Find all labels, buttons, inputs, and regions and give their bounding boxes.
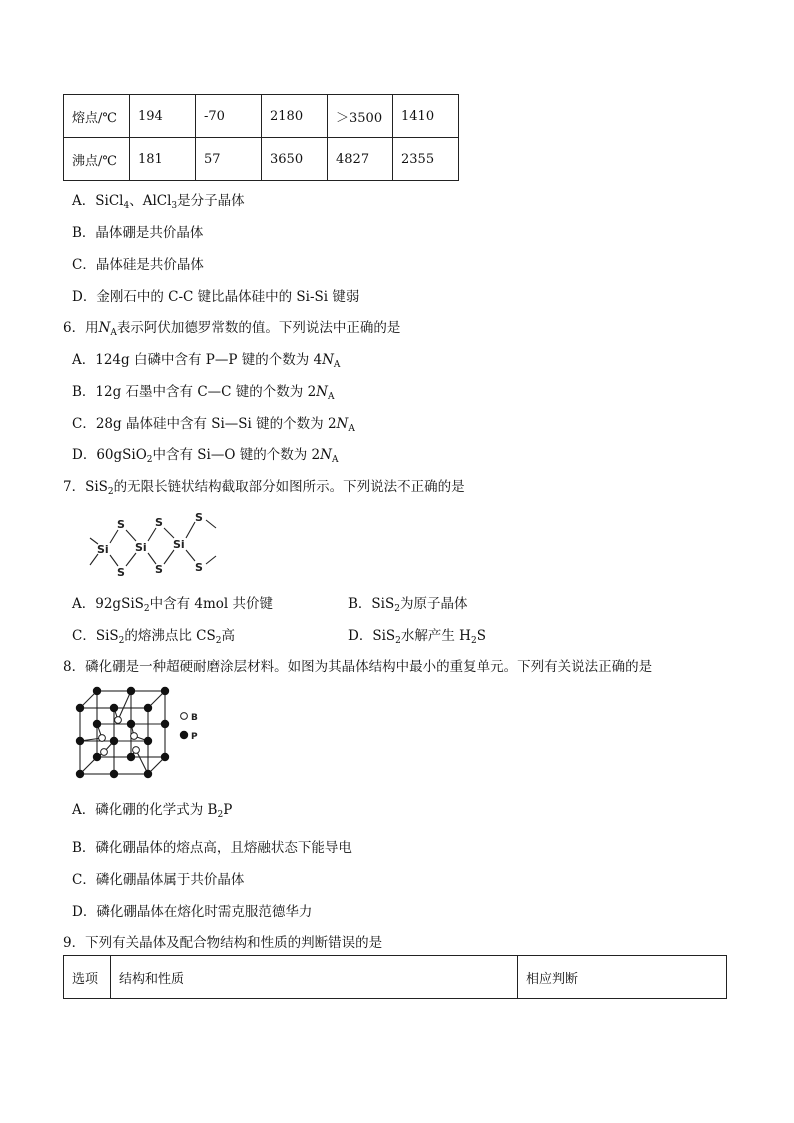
- s-atom-label: S: [117, 566, 125, 579]
- table-header-row: [64, 956, 727, 999]
- q8-stem: 8．磷化硼是一种超硬耐磨涂层材料。如图为其晶体结构中最小的重复单元。下列有关说法正确的是: [63, 659, 653, 675]
- table-row: [64, 138, 459, 181]
- table-cell: 4827: [328, 138, 393, 181]
- q6-option-b: B．12g 石墨中含有 C—C 键的个数为 $2N_A$: [72, 384, 335, 402]
- table-header-cell: 相应判断: [518, 956, 727, 999]
- q5-option-b: B．晶体硼是共价晶体: [72, 225, 204, 241]
- s-atom-label: S: [195, 511, 203, 524]
- si-atom-label: Si: [97, 543, 109, 556]
- q5-option-c: C．晶体硅是共价晶体: [72, 257, 204, 273]
- table-cell: 熔点/℃: [64, 95, 130, 138]
- boron-phosphide-unit-cell-figure: [72, 686, 212, 780]
- s-atom-label: S: [155, 563, 163, 576]
- sis2-chain-figure: [82, 508, 242, 580]
- q5-option-a: A．SiCl$_4$、AlCl$_3$是分子晶体: [72, 193, 245, 211]
- q6-option-c: C．28g 晶体硅中含有 Si—Si 键的个数为 $2N_A$: [72, 416, 355, 434]
- q6-option-a: A．124g 白磷中含有 P—P 键的个数为 $4N_A$: [72, 352, 341, 370]
- q8-option-b: B．磷化硼晶体的熔点高，且熔融状态下能导电: [72, 840, 352, 856]
- q7-option-c: C．SiS$_2$的熔沸点比 $CS_2$高: [72, 628, 235, 646]
- s-atom-label: S: [195, 561, 203, 574]
- s-atom-label: S: [117, 518, 125, 531]
- table-cell: -70: [196, 95, 262, 138]
- q6-option-d: D．60gSiO$_2$中含有 Si—O 键的个数为 $2N_A$: [72, 447, 339, 465]
- table-cell: 1410: [393, 95, 459, 138]
- phosphorus-legend-label: P: [191, 732, 198, 742]
- q7-option-b: B．SiS$_2$为原子晶体: [348, 596, 468, 614]
- q7-stem: 7．SiS$_2$的无限长链状结构截取部分如图所示。下列说法不正确的是: [63, 479, 465, 497]
- table-cell: 3650: [262, 138, 328, 181]
- q7-option-d: D．SiS$_2$水解产生 $H_2S$: [348, 628, 486, 646]
- melting-boiling-table: [63, 94, 459, 181]
- table-cell: 194: [130, 95, 196, 138]
- table-header-cell: 选项: [64, 956, 111, 999]
- q9-stem: 9．下列有关晶体及配合物结构和性质的判断错误的是: [63, 935, 383, 951]
- table-cell: ＞3500: [328, 95, 393, 138]
- table-cell: 2355: [393, 138, 459, 181]
- table-cell: 2180: [262, 95, 328, 138]
- s-atom-label: S: [155, 516, 163, 529]
- q8-option-c: C．磷化硼晶体属于共价晶体: [72, 872, 245, 888]
- table-cell: 57: [196, 138, 262, 181]
- q7-option-a: A．92gSiS$_2$中含有 4mol 共价键: [72, 596, 274, 614]
- q8-option-d: D．磷化硼晶体在熔化时需克服范德华力: [72, 904, 313, 920]
- table-header-cell: 结构和性质: [111, 956, 518, 999]
- boron-legend-label: B: [191, 713, 198, 723]
- table-cell: 沸点/℃: [64, 138, 130, 181]
- q5-option-d: D．金刚石中的 C-C 键比晶体硅中的 Si-Si 键弱: [72, 289, 360, 305]
- q8-option-a: A．磷化硼的化学式为 $B_2P$: [72, 802, 233, 820]
- boron-legend-icon: [181, 713, 188, 720]
- phosphorus-legend-icon: [180, 731, 188, 739]
- table-row: [64, 95, 459, 138]
- table-cell: 181: [130, 138, 196, 181]
- si-atom-label: Si: [135, 541, 147, 554]
- q9-table: [63, 955, 727, 999]
- si-atom-label: Si: [173, 538, 185, 551]
- q6-stem: 6．用$N_A$表示阿伏加德罗常数的值。下列说法中正确的是: [63, 320, 401, 338]
